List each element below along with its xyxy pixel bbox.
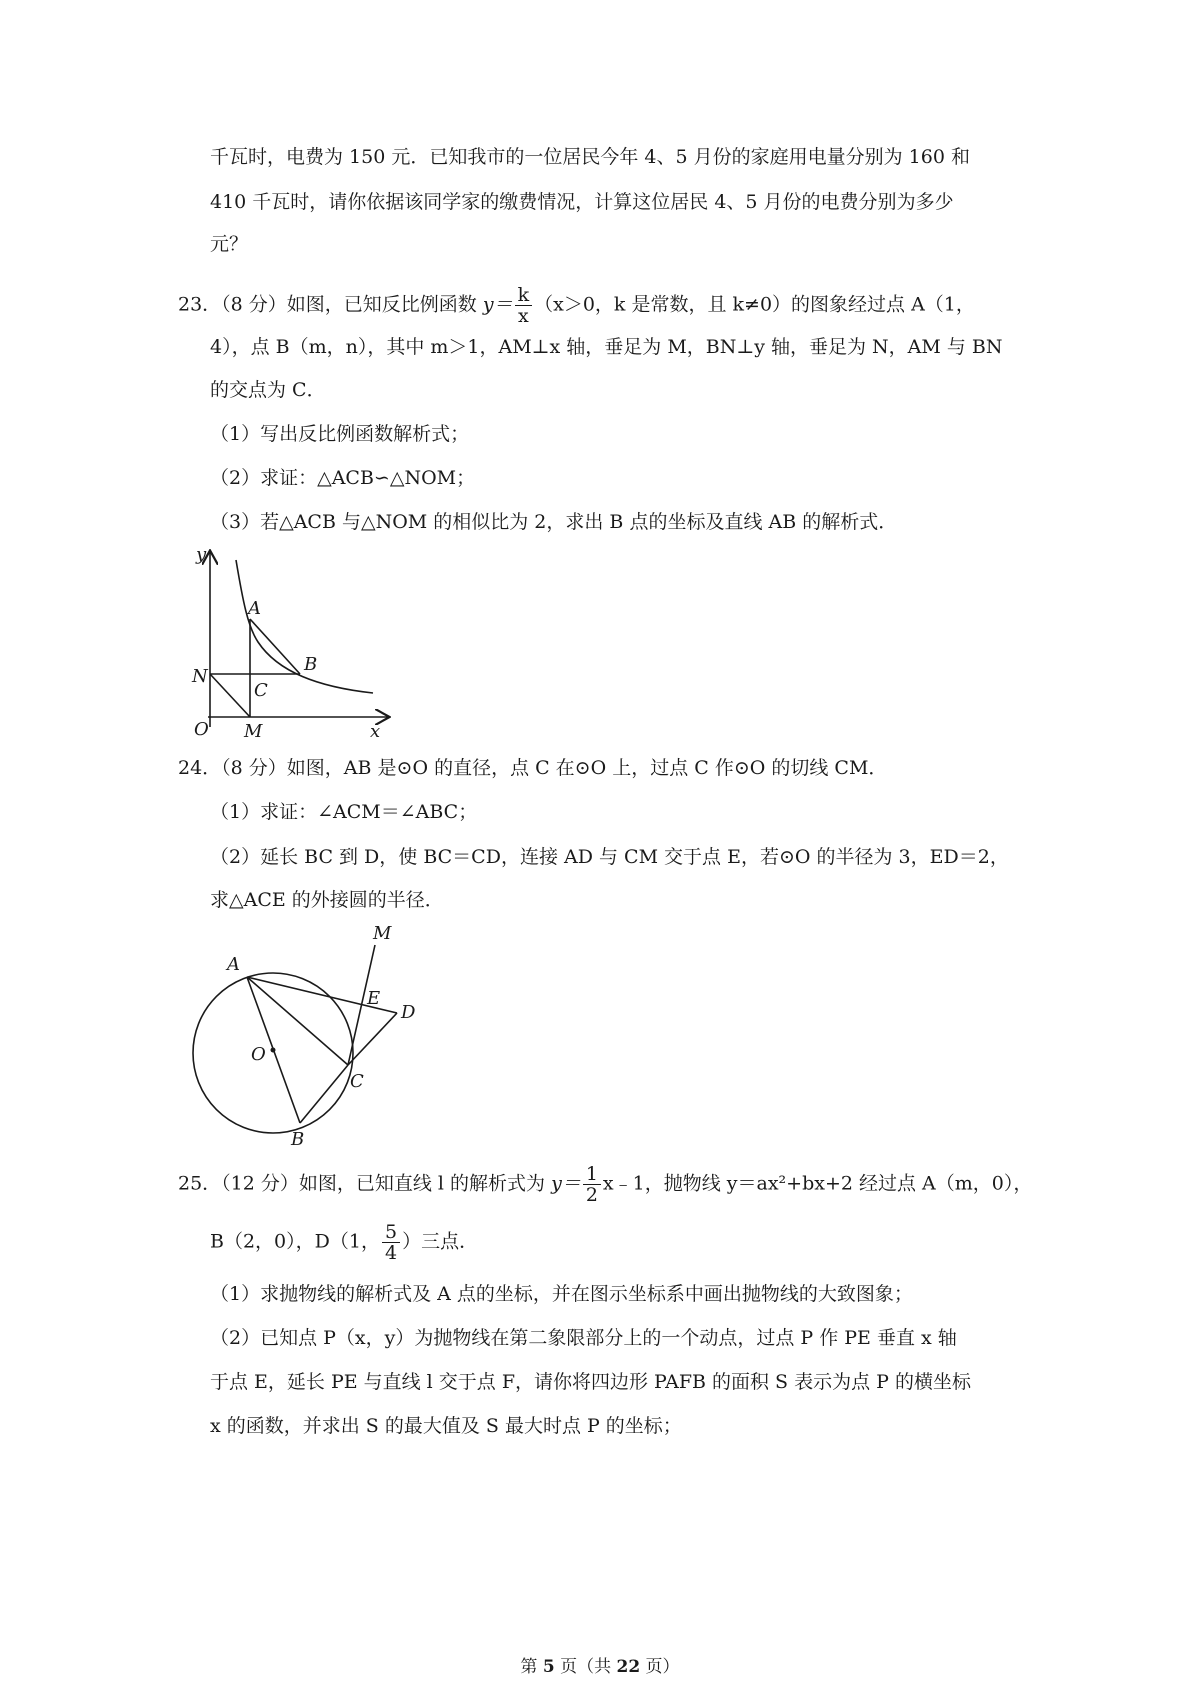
- label-x: x: [370, 721, 381, 742]
- label-b: B: [304, 654, 318, 675]
- q23-line-2: 4），点 B（m，n），其中 m＞1，AM⊥x 轴，垂足为 M，BN⊥y 轴，垂足为 N，AM 与 BN: [210, 336, 1003, 358]
- q25-sub-2b: 于点 E，延长 PE 与直线 l 交于点 F，请你将四边形 PAFB 的面积 S 表示为点 P 的横坐标: [210, 1371, 971, 1393]
- footer-total-pages: 22: [616, 1657, 641, 1677]
- label-e: E: [367, 988, 381, 1009]
- q25-frac-num: 1: [583, 1164, 601, 1185]
- q25-sub-1: （1）求抛物线的解析式及 A 点的坐标，并在图示坐标系中画出抛物线的大致图象；: [210, 1283, 913, 1305]
- q25-line-1: [178, 1164, 1032, 1205]
- footer-middle: 页（共: [554, 1657, 617, 1677]
- q23-fraction: [515, 285, 533, 326]
- q25-fraction: [583, 1164, 601, 1205]
- q25-sub-2: （2）已知点 P（x，y）为抛物线在第二象限部分上的一个动点，过点 P 作 PE 垂直 x 轴: [210, 1327, 957, 1349]
- q23-sub-2: （2）求证：△ACB∽△NOM；: [210, 467, 476, 489]
- q24-sub-1: （1）求证：∠ACM＝∠ABC；: [210, 801, 478, 823]
- q25-intro-rest: x﹣1，抛物线 y＝ax²+bx+2 经过点 A（m，0），: [602, 1172, 1033, 1195]
- q23-intro: 23．（8 分）如图，已知反比例函数: [178, 293, 483, 316]
- q25-intro: 25．（12 分）如图，已知直线 l 的解析式为: [178, 1172, 552, 1195]
- q22-line-1: 千瓦时，电费为 150 元．已知我市的一位居民今年 4、5 月份的家庭用电量分别为 160 和: [210, 146, 970, 168]
- q25-frac-den: 2: [585, 1184, 598, 1206]
- q22-line-2: 410 千瓦时，请你依据该同学家的缴费情况，计算这位居民 4、5 月份的电费分别为多少: [210, 191, 954, 213]
- label-a: A: [227, 954, 240, 975]
- q24-sub-2: （2）延长 BC 到 D，使 BC＝CD，连接 AD 与 CM 交于点 E，若⊙O 的半径为 3，ED＝2，: [210, 846, 1009, 868]
- label-o: O: [194, 719, 209, 740]
- q25-sub-2c: x 的函数，并求出 S 的最大值及 S 最大时点 P 的坐标；: [210, 1415, 682, 1437]
- line-cd: [348, 1013, 397, 1065]
- q23-frac-num: k: [515, 285, 533, 306]
- q23-frac-den: x: [517, 305, 529, 327]
- label-y: y: [196, 544, 207, 565]
- page-footer: [0, 1652, 1200, 1677]
- q24-figure: [185, 915, 435, 1150]
- q24-sub-2b: 求△ACE 的外接圆的半径．: [210, 889, 444, 911]
- label-m: M: [244, 721, 263, 742]
- q25-line2-a: B（2，0），D（1，: [210, 1230, 380, 1253]
- q24-line-1: 24．（8 分）如图，AB 是⊙O 的直径，点 C 在⊙O 上，过点 C 作⊙O 的切线 CM．: [178, 757, 888, 779]
- label-c: C: [350, 1071, 364, 1092]
- q25-frac2-num: 5: [382, 1222, 400, 1243]
- q23-sub-3: （3）若△ACB 与△NOM 的相似比为 2，求出 B 点的坐标及直线 AB 的解析式．: [210, 511, 898, 533]
- q25-y-eq: y＝: [551, 1172, 581, 1195]
- q23-intro-rest: （x＞0，k 是常数，且 k≠0）的图象经过点 A（1，: [534, 293, 975, 316]
- q23-y-eq: y＝: [482, 293, 513, 316]
- q25-line2-b: ）三点．: [402, 1230, 479, 1253]
- q25-frac2-den: 4: [384, 1242, 398, 1264]
- label-m: M: [373, 923, 392, 944]
- footer-page-number: 5: [542, 1657, 555, 1677]
- line-ab: [250, 619, 300, 674]
- label-o: O: [251, 1044, 266, 1065]
- footer-suffix: 页）: [640, 1657, 680, 1677]
- line-nm: [210, 674, 250, 717]
- label-d: D: [401, 1002, 416, 1023]
- label-n: N: [192, 666, 208, 687]
- q25-fraction-2: [382, 1222, 400, 1263]
- label-b: B: [291, 1129, 305, 1150]
- q23-figure: [188, 542, 398, 742]
- label-a: A: [248, 598, 261, 619]
- q23-sub-1: （1）写出反比例函数解析式；: [210, 423, 470, 445]
- q23-line-1: [178, 285, 975, 326]
- q25-line-2: [210, 1222, 478, 1263]
- q22-line-3: 元？: [210, 233, 249, 255]
- q23-line-3: 的交点为 C．: [210, 379, 326, 401]
- label-c: C: [254, 680, 268, 701]
- footer-prefix: 第: [520, 1657, 543, 1677]
